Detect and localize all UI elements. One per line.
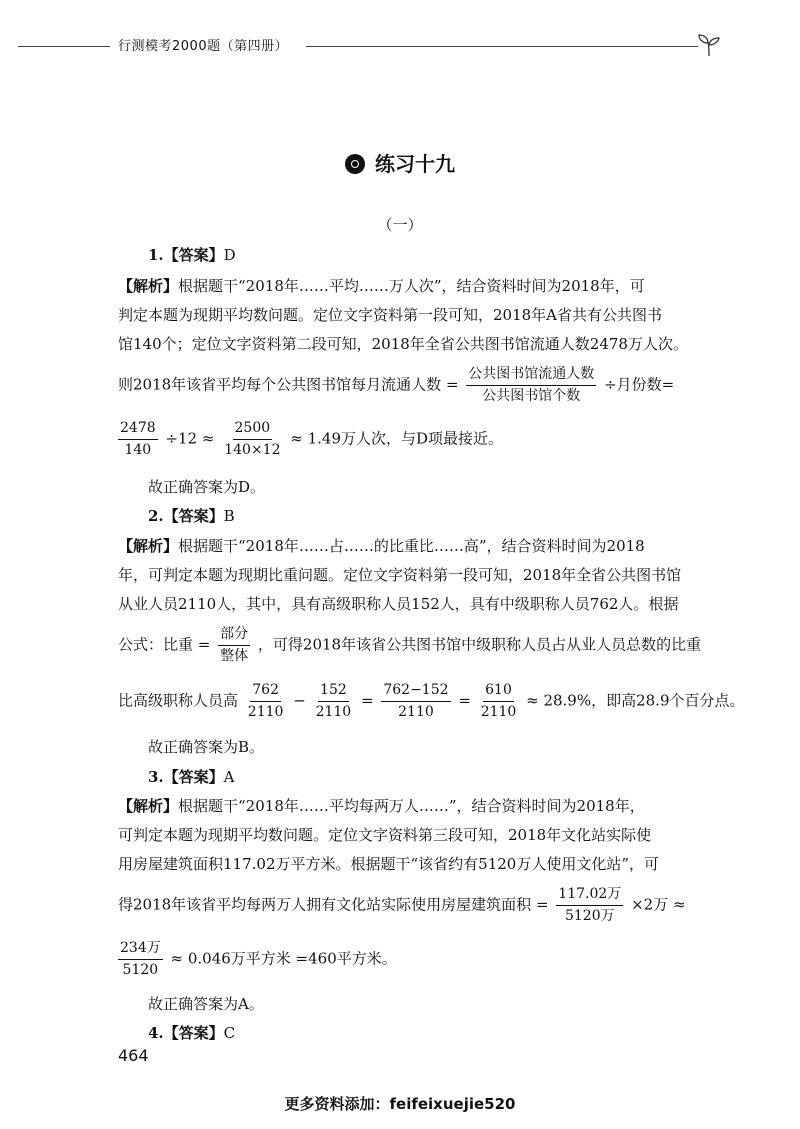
q1-fraction-2 [118,420,158,459]
subsection-title: （一） [377,216,423,234]
q2-fraction-d [479,682,519,721]
q1-answer-line [148,245,236,265]
q3-fraction-1-numerator: 117.02万 [556,886,623,906]
q1-formula-post: ÷月份数= [604,375,675,394]
q1-fraction-3-numerator: 2500 [233,420,273,440]
header-rule-right [306,46,698,47]
q2-formula-post: ，可得2018年该省公共图书馆中级职称人员占从业人员总数的比重 [257,635,702,654]
q2-fraction-b [314,682,354,721]
q2-fraction-c-denominator: 2110 [398,704,434,720]
footer-note: 更多资料添加：feifeixuejie520 [284,1095,516,1113]
q1-analysis-line-1 [118,276,645,296]
q1-answer-value: D [223,246,236,264]
q2-analysis-line-3: 从业人员2110人，其中，具有高级职称人员152人，具有中级职称人员762人。根据 [118,595,679,613]
q4-answer-label: 4.【答案】 [148,1024,224,1042]
q1-fraction-1-denominator: 公共图书馆个数 [482,388,581,404]
q1-fraction-2-numerator: 2478 [118,420,158,440]
q2-fraction-c-numerator: 762−152 [381,682,450,702]
q2-equals-sign-1: = [361,691,374,710]
q2-analysis-line-1 [118,536,645,556]
q3-formula-line-1 [118,886,686,925]
q2-fraction-b-numerator: 152 [318,682,349,702]
q1-analysis-label: 【解析】 [118,277,179,295]
q1-formula-line-2 [118,420,503,459]
q3-analysis-text-1: 根据题干“2018年……平均每两万人……”，结合资料时间为2018年， [178,797,645,815]
q2-formula-line-2 [118,682,745,721]
q1-fraction-1-numerator: 公共图书馆流通人数 [466,366,596,386]
q1-analysis-text-1: 根据题干“2018年……平均……万人次”，结合资料时间为2018年，可 [178,277,645,295]
q2-equals-sign-2: = [458,691,471,710]
q1-fraction-2-denominator: 140 [124,442,152,458]
q1-formula-line-1 [118,366,674,405]
q3-fraction-2-denominator: 5120 [122,962,159,978]
q2-formula-line-2-pre: 比高级职称人员高 [118,691,239,710]
section-title [0,148,800,177]
q2-analysis-line-2: 年，可判定本题为现期比重问题。定位文字资料第一段可知，2018年全省公共图书馆 [118,566,682,584]
running-header [18,32,718,58]
q2-answer-line [148,506,235,526]
q1-analysis-line-3: 馆140个；定位文字资料第二段可知，2018年全省公共图书馆流通人数2478万人次。 [118,335,688,353]
q4-answer-line [148,1023,235,1043]
q4-answer-value: C [223,1024,236,1042]
q2-formula-result: ≈ 28.9%，即高28.9个百分点。 [526,691,745,710]
q3-conclusion: 故正确答案为A。 [148,995,264,1013]
q2-conclusion: 故正确答案为B。 [148,738,265,756]
q2-answer-label: 2.【答案】 [148,507,224,525]
q2-fraction-d-numerator: 610 [483,682,514,702]
q3-formula-pre: 得2018年该省平均每两万人拥有文化站实际使用房屋建筑面积 = [118,895,549,914]
q1-formula-result: ≈ 1.49万人次，与D项最接近。 [290,429,504,448]
q3-answer-line [148,767,235,787]
q3-formula-post: ×2万 ≈ [631,895,686,914]
q3-analysis-line-1 [118,796,645,816]
q1-fraction-3-denominator: 140×12 [224,442,281,458]
q2-answer-value: B [223,507,235,525]
q1-fraction-3 [222,420,282,459]
q2-analysis-label: 【解析】 [118,537,179,555]
q3-analysis-label: 【解析】 [118,797,179,815]
q3-formula-result: ≈ 0.046万平方米 =460平方米。 [170,949,397,968]
q1-formula-pre: 则2018年该省平均每个公共图书馆每月流通人数 = [118,375,459,394]
q3-fraction-1 [556,886,623,925]
q3-formula-line-2 [118,940,397,979]
q2-minus-sign: − [293,691,306,710]
header-title: 行测模考2000题（第四册） [118,39,289,54]
q2-fraction-b-denominator: 2110 [315,704,352,720]
q2-formula-pre: 公式：比重 = [118,635,211,654]
q1-fraction-1 [466,366,596,405]
q2-fraction-ratio-denominator: 整体 [220,648,249,664]
q3-fraction-2 [118,940,163,979]
medal-icon [345,154,365,174]
page-number: 464 [118,1046,149,1065]
q3-analysis-line-2: 可判定本题为现期平均数问题。定位文字资料第三段可知，2018年文化站实际使 [118,826,652,844]
q2-fraction-c [381,682,450,721]
sprout-icon [696,32,722,58]
q2-fraction-a-numerator: 762 [250,682,281,702]
q1-conclusion: 故正确答案为D。 [148,478,266,496]
q3-fraction-1-denominator: 5120万 [564,908,615,924]
q2-fraction-ratio [218,626,250,665]
q3-answer-label: 3.【答案】 [148,768,224,786]
header-rule-left [18,46,110,47]
q1-analysis-line-2: 判定本题为现期平均数问题。定位文字资料第一段可知，2018年A省共有公共图书 [118,306,663,324]
q2-formula-line-1 [118,626,701,665]
q1-answer-label: 1.【答案】 [148,246,224,264]
q2-fraction-a [246,682,286,721]
q3-analysis-line-3: 用房屋建筑面积117.02万平方米。根据题干“该省约有5120万人使用文化站”，可 [118,855,659,873]
q1-formula-mid: ÷12 ≈ [165,429,215,448]
q3-fraction-2-numerator: 234万 [118,940,163,960]
q2-fraction-d-denominator: 2110 [480,704,517,720]
q2-fraction-a-denominator: 2110 [247,704,284,720]
q3-answer-value: A [223,768,235,786]
q2-fraction-ratio-numerator: 部分 [218,626,250,646]
section-title-text: 练习十九 [375,152,455,176]
q2-analysis-text-1: 根据题干“2018年……占……的比重比……高”，结合资料时间为2018 [178,537,645,555]
